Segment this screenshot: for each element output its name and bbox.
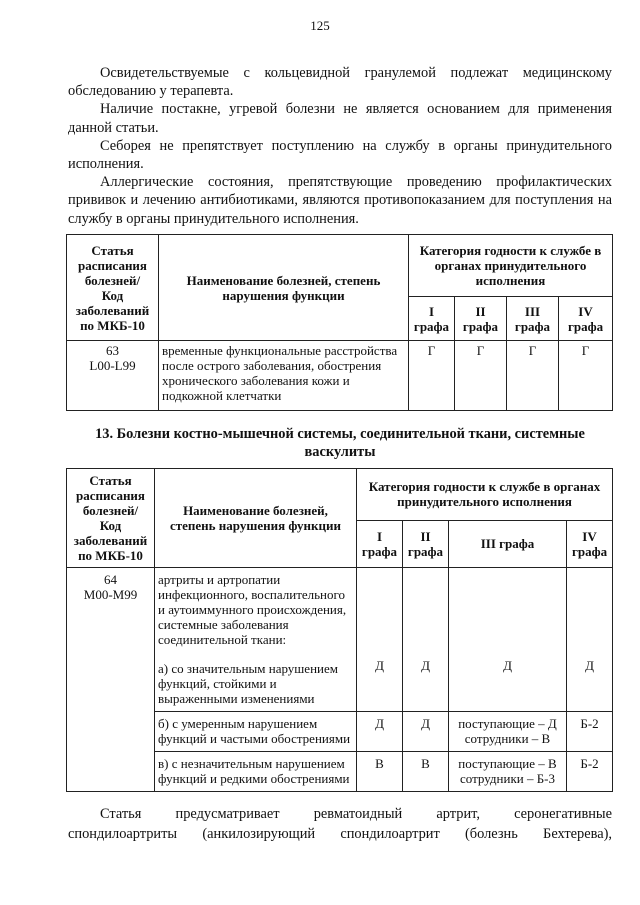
description-item: а) со значительным нарушением функций, стойкими и выраженными изменениями [158,661,338,706]
header-category: Категория годности к службе в органах принудительного исполнения [357,469,613,521]
article-cell [67,341,159,411]
description-cell: в) с незначительным нарушением функций и редкими обострениями [155,752,357,792]
outro-line: Статья предусматривает ревматоидный артрит, серонегативные [100,806,612,822]
value-cell: В [357,752,403,792]
paragraph: Аллергические состояния, препятствующие проведению профилактических прививок и лечению антибиотиками, являются противопоказанием для поступления на службу в органы принудительного исполнения. [68,174,612,227]
paragraph: Себорея не препятствует поступлению на службу в органы принудительного исполнения. [68,137,612,173]
table-row [67,341,613,411]
value-cell: Д [403,568,449,712]
value-cell: Д [567,568,613,712]
header-article: Статья расписания болезней/ Код заболеваний по МКБ-10 [67,469,155,568]
paragraph: Освидетельствуемые с кольцевидной гранулемой подлежат медицинскому обследованию у терапевта. [68,65,612,100]
header-column-4: IV графа [567,520,613,567]
paragraph: Наличие постакне, угревой болезни не является основанием для применения данной статьи. [68,101,612,136]
value-cell: Б-2 [567,712,613,752]
value-cell: Д [449,568,567,712]
table-row [67,568,613,712]
value-cell: поступающие – В сотрудники – Б-3 [449,752,567,792]
intro-text [68,64,612,228]
outro-text [68,804,612,844]
section-heading: 13. Болезни костно-мышечной системы, соединительной ткани, системные васкулиты [95,426,585,460]
article-number: 64 [104,572,117,587]
value-cell: Г [455,341,507,411]
icd-code: M00-M99 [83,587,138,602]
article-cell [67,568,155,792]
header-column-2: II графа [455,297,507,341]
page-number: 125 [310,18,330,33]
description-cell: временные функциональные расстройства после острого заболевания, обострения хронического заболевания кожи и подкожной клетчатки [159,341,409,411]
description-cell [155,568,357,712]
value-cell: Д [357,712,403,752]
header-column-4: IV графа [559,297,613,341]
value-cell: В [403,752,449,792]
header-column-2: II графа [403,520,449,567]
value-cell: Д [403,712,449,752]
icd-code: L00-L99 [89,358,136,373]
header-disease-name: Наименование болезней, степень нарушения функции [159,235,409,341]
article-number: 63 [106,343,119,358]
description-intro: артриты и артропатии инфекционного, воспалительного и аутоиммунного происхождения, системные заболевания соединительной ткани: [158,572,347,647]
header-article: Статья расписания болезней/ Код заболеваний по МКБ-10 [67,235,159,341]
header-column-1: I графа [409,297,455,341]
value-cell: Б-2 [567,752,613,792]
value-cell: поступающие – Д сотрудники – В [449,712,567,752]
value-cell: Г [559,341,613,411]
table-article-63 [66,234,613,411]
description-cell: б) с умеренным нарушением функций и частыми обострениями [155,712,357,752]
value-cell: Г [409,341,455,411]
header-column-1: I графа [357,520,403,567]
header-category: Категория годности к службе в органах принудительного исполнения [409,235,613,297]
header-column-3: III графа [507,297,559,341]
outro-line: спондилоартриты (анкилозирующий спондилоартрит (болезнь Бехтерева), [68,826,612,842]
value-cell: Г [507,341,559,411]
table-article-64 [66,468,613,792]
value-cell: Д [357,568,403,712]
header-column-3: III графа [449,520,567,567]
header-disease-name: Наименование болезней, степень нарушения функции [155,469,357,568]
